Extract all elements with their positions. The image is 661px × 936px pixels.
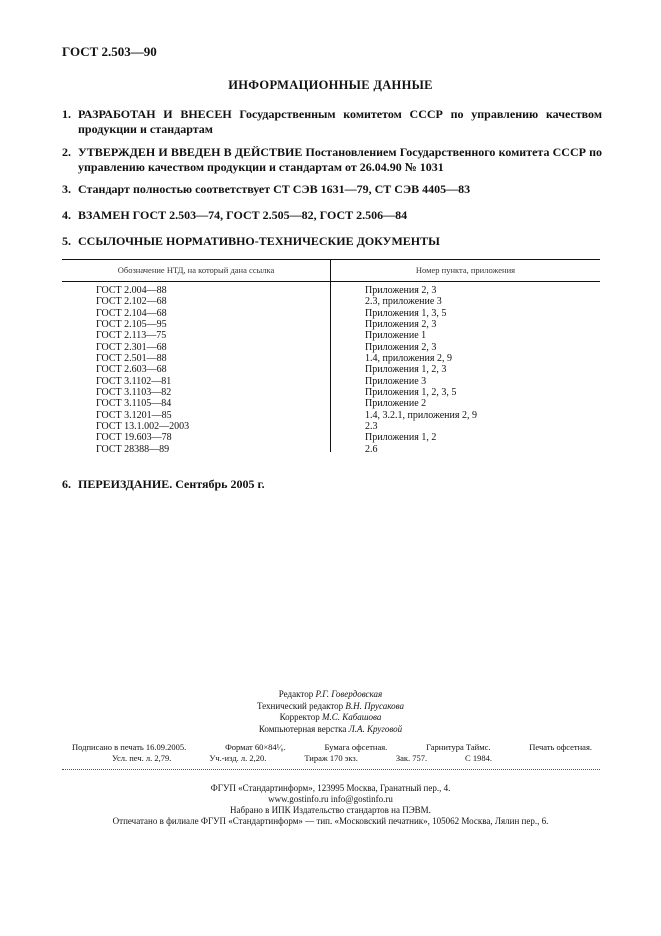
info-item-2 — [62, 145, 602, 175]
info-item-1 — [62, 107, 602, 137]
credit-name: В.Н. Прусакова — [345, 700, 405, 711]
print-method: Печать офсетная. — [529, 742, 592, 752]
table-row — [62, 432, 600, 443]
info-item-3 — [62, 182, 602, 197]
info-item-5 — [62, 234, 602, 249]
table-row — [62, 330, 600, 341]
print-code: С 1984. — [465, 753, 492, 763]
editorial-credits — [0, 689, 661, 735]
credit-role: Редактор — [278, 689, 316, 699]
ntd-designation: ГОСТ 3.1102—81 — [96, 375, 172, 387]
credit-editor — [0, 689, 661, 701]
table-row — [62, 296, 600, 307]
item-body: Государственным комитетом СССР по управлению качеством продукции и стандартам — [78, 107, 603, 136]
publisher-typeset: Набрано в ИПК Издательство стандартов на ПЭВМ. — [230, 805, 431, 815]
clause-number: Приложения 1, 2, 3 — [365, 364, 447, 376]
info-item-4 — [62, 208, 602, 223]
item-lead: РАЗРАБОТАН И ВНЕСЕН — [78, 107, 232, 121]
credit-role: Корректор — [279, 712, 322, 722]
item-lead: УТВЕРЖДЕН И ВВЕДЕН В ДЕЙСТВИЕ — [78, 145, 303, 159]
credit-name: Р.Г. Говердовская — [315, 689, 383, 699]
table-row — [62, 308, 600, 319]
clause-number: 1.4, 3.2.1, приложения 2, 9 — [365, 409, 477, 421]
section-title: ИНФОРМАЦИОННЫЕ ДАННЫЕ — [228, 78, 433, 92]
ntd-designation: ГОСТ 13.1.002—2003 — [96, 421, 190, 433]
table-header-clause: Номер пункта, приложения — [415, 265, 516, 275]
table-body — [62, 285, 600, 455]
table-row — [62, 319, 600, 330]
clause-number: Приложения 2, 3 — [365, 319, 437, 331]
ntd-designation: ГОСТ 3.1103—82 — [96, 387, 172, 399]
clause-number: Приложение 3 — [365, 375, 427, 387]
ntd-designation: ГОСТ 2.501—88 — [96, 353, 167, 365]
ntd-designation: ГОСТ 19.603—78 — [96, 432, 172, 444]
print-sheets: Усл. печ. л. 2,79. — [112, 753, 172, 763]
item-body: Стандарт полностью соответствует СТ СЭВ 1631—79, СТ СЭВ 4405—83 — [78, 182, 471, 196]
table-header-rule — [62, 281, 600, 282]
dotted-divider — [62, 769, 600, 770]
item-text — [62, 477, 602, 492]
credit-role: Технический редактор — [256, 700, 346, 711]
print-info-line-1 — [72, 742, 592, 752]
ntd-designation: ГОСТ 2.104—68 — [96, 307, 167, 319]
ntd-designation: ГОСТ 2.301—68 — [96, 341, 167, 353]
print-pub-sheets: Уч.-изд. л. 2,20. — [209, 753, 267, 763]
print-typeface: Гарнитура Таймс. — [426, 742, 491, 752]
clause-number: Приложения 1, 3, 5 — [365, 307, 447, 319]
table-top-rule — [62, 259, 600, 260]
table-row — [62, 444, 600, 455]
publisher-web: www.gostinfo.ru info@gostinfo.ru — [268, 794, 393, 804]
item-text — [62, 208, 602, 223]
ntd-designation: ГОСТ 2.004—88 — [96, 285, 167, 296]
print-info-line-2 — [112, 753, 492, 763]
print-signed-date: Подписано в печать 16.09.2005. — [72, 742, 187, 752]
ntd-designation: ГОСТ 28388—89 — [96, 443, 170, 455]
credit-name: Л.А. Круговой — [348, 723, 403, 734]
item-number: 2. — [62, 145, 71, 159]
print-paper: Бумага офсетная. — [324, 742, 388, 752]
table-row — [62, 364, 600, 375]
item-number: 1. — [62, 107, 71, 121]
credit-role: Компьютерная верстка — [258, 723, 349, 734]
print-run: Тираж 170 экз. — [304, 753, 358, 763]
clause-number: 2.3, приложение 3 — [365, 296, 442, 308]
clause-number: Приложения 2, 3 — [365, 285, 437, 296]
publisher-info — [0, 783, 661, 827]
ntd-designation: ГОСТ 3.1105—84 — [96, 398, 172, 410]
print-format: Формат 60×84¹⁄₈. — [225, 742, 286, 752]
item-number: 6. — [62, 477, 71, 491]
item-lead: ССЫЛОЧНЫЕ НОРМАТИВНО-ТЕХНИЧЕСКИЕ ДОКУМЕНТЫ — [78, 234, 440, 248]
credit-name: М.С. Кабашова — [321, 712, 382, 722]
item-number: 4. — [62, 208, 71, 222]
item-text — [62, 234, 602, 249]
item-lead: ВЗАМЕН ГОСТ 2.503—74, ГОСТ 2.505—82, ГОСТ 2.506—84 — [78, 208, 408, 222]
clause-number: 2.3 — [365, 421, 378, 433]
table-row — [62, 342, 600, 353]
ntd-designation: ГОСТ 2.603—68 — [96, 364, 167, 376]
clause-number: 2.6 — [365, 443, 378, 455]
ntd-designation: ГОСТ 3.1201—85 — [96, 409, 172, 421]
clause-number: Приложение 2 — [365, 398, 427, 410]
table-row — [62, 353, 600, 364]
item-number: 5. — [62, 234, 71, 248]
clause-number: Приложения 2, 3 — [365, 341, 437, 353]
table-row — [62, 410, 600, 421]
print-order: Зак. 757. — [395, 753, 428, 763]
item-text — [62, 107, 602, 137]
reference-documents-table — [62, 259, 600, 455]
credit-tech-editor — [0, 701, 661, 713]
table-row — [62, 376, 600, 387]
ntd-designation: ГОСТ 2.113—75 — [96, 330, 167, 342]
clause-number: Приложения 1, 2 — [365, 432, 437, 444]
item-number: 3. — [62, 182, 71, 196]
item-text — [62, 182, 602, 197]
credit-proofreader — [0, 712, 661, 724]
table-row — [62, 421, 600, 432]
item-text — [62, 145, 602, 175]
info-item-6 — [62, 477, 602, 492]
publisher-printed: Отпечатано в филиале ФГУП «Стандартинформ» — тип. «Московский печатник», 105062 Москва, Лялин пер., 6. — [112, 816, 549, 826]
item-body: Постановлением Государственного комитета СССР по управлению качеством продукции и стандартам от 26.04.90 № 1031 — [78, 145, 603, 174]
credit-layout — [0, 724, 661, 736]
table-header-designation: Обозначение НТД, на который дана ссылка — [117, 265, 275, 275]
ntd-designation: ГОСТ 2.102—68 — [96, 296, 167, 308]
table-row — [62, 285, 600, 296]
ntd-designation: ГОСТ 2.105—95 — [96, 319, 167, 331]
item-lead: ПЕРЕИЗДАНИЕ. Сентябрь 2005 г. — [78, 477, 265, 491]
clause-number: Приложения 1, 2, 3, 5 — [365, 387, 457, 399]
document-code: ГОСТ 2.503—90 — [62, 44, 157, 59]
publisher-address: ФГУП «Стандартинформ», 123995 Москва, Гранатный пер., 4. — [210, 783, 451, 793]
table-row — [62, 398, 600, 409]
clause-number: 1.4, приложения 2, 9 — [365, 353, 452, 365]
clause-number: Приложение 1 — [365, 330, 427, 342]
table-row — [62, 387, 600, 398]
